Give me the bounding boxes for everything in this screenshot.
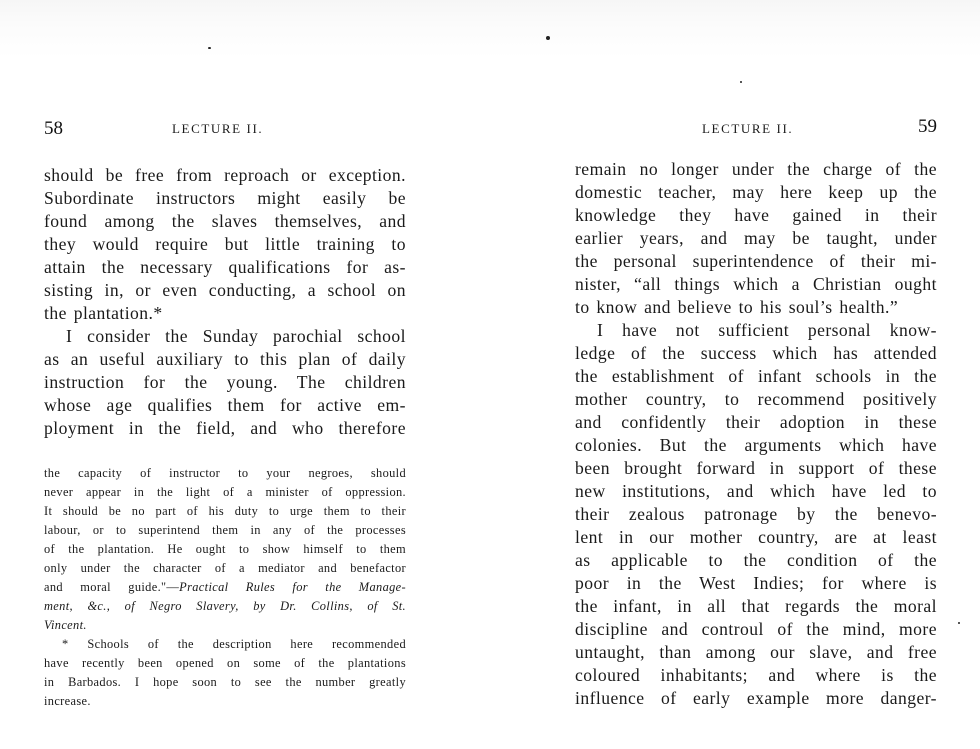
text-line: colonies. But the arguments which have xyxy=(575,435,937,455)
page-header xyxy=(575,118,937,144)
footnote-line xyxy=(44,578,406,597)
footnote-line: labour, or to superintend them in any of the processes xyxy=(44,523,406,537)
left-page xyxy=(44,118,406,711)
citation: Vincent. xyxy=(44,618,87,632)
text-line: earlier years, and may be taught, under xyxy=(575,228,937,248)
text-line: nister, “all things which a Christian ought xyxy=(575,274,937,294)
text-line: to know and believe to his soul’s health.” xyxy=(575,297,899,317)
text-line: new institutions, and which have led to xyxy=(575,481,937,501)
footnote-line: * Schools of the description here recommended xyxy=(62,637,406,651)
text-line: lent in our mother country, are at least xyxy=(575,527,937,547)
footnotes xyxy=(44,464,406,711)
scan-speck xyxy=(958,622,960,624)
footnote-line: have recently been opened on some of the plantations xyxy=(44,656,406,670)
running-head: LECTURE II. xyxy=(172,121,264,136)
text-line: the infant, in all that regards the moral xyxy=(575,596,937,616)
page-number: 58 xyxy=(44,118,63,139)
text-line: the personal superintendence of their mi- xyxy=(575,251,937,271)
text-line: whose age qualifies them for active em- xyxy=(44,395,406,415)
running-head: LECTURE II. xyxy=(702,121,794,136)
citation: Practical Rules for the Manage- xyxy=(179,580,406,594)
footnote-line: It should be no part of his duty to urge them to their xyxy=(44,504,406,518)
scan-speck xyxy=(546,36,550,40)
footnote-line: never appear in the light of a minister of oppression. xyxy=(44,485,406,499)
text-line: Subordinate instructors might easily be xyxy=(44,188,406,208)
body-text xyxy=(575,158,937,710)
text-line: I have not sufficient personal know- xyxy=(597,320,937,340)
citation: ment, &c., of Negro Slavery, by Dr. Collins, of St. xyxy=(44,599,406,613)
text-line: and confidently their adoption in these xyxy=(575,412,937,432)
text-line: domestic teacher, may here keep up the xyxy=(575,182,937,202)
scan-speck xyxy=(740,81,742,83)
footnote-quote-end: and moral guide."— xyxy=(44,580,180,594)
page-header xyxy=(44,118,406,144)
text-line: untaught, than among our slave, and free xyxy=(575,642,937,662)
text-line: ledge of the success which has attended xyxy=(575,343,937,363)
scan-speck xyxy=(208,47,211,49)
text-line: the plantation.* xyxy=(44,303,163,323)
text-line: I consider the Sunday parochial school xyxy=(66,326,406,346)
text-line: remain no longer under the charge of the xyxy=(575,159,937,179)
text-line: found among the slaves themselves, and xyxy=(44,211,406,231)
footnote-line: the capacity of instructor to your negroes, should xyxy=(44,466,406,480)
footnote-line xyxy=(44,597,406,616)
text-line: their zealous patronage by the benevo- xyxy=(575,504,937,524)
text-line: as an useful auxiliary to this plan of daily xyxy=(44,349,406,369)
text-line: they would require but little training to xyxy=(44,234,406,254)
text-line: mother country, to recommend positively xyxy=(575,389,937,409)
text-line: the establishment of infant schools in the xyxy=(575,366,937,386)
footnote-line: increase. xyxy=(44,694,91,708)
right-page xyxy=(575,118,937,710)
text-line: influence of early example more danger- xyxy=(575,688,937,708)
text-line: as applicable to the condition of the xyxy=(575,550,937,570)
text-line: ployment in the field, and who therefore xyxy=(44,418,406,438)
text-line: sisting in, or even conducting, a school on xyxy=(44,280,406,300)
footnote-line: of the plantation. He ought to show himself to them xyxy=(44,542,406,556)
text-line: should be free from reproach or exception. xyxy=(44,165,406,185)
page-number: 59 xyxy=(918,116,937,137)
text-line: been brought forward in support of these xyxy=(575,458,937,478)
text-line: knowledge they have gained in their xyxy=(575,205,937,225)
footnote-line: only under the character of a mediator and benefactor xyxy=(44,561,406,575)
body-text xyxy=(44,164,406,440)
text-line: attain the necessary qualifications for as- xyxy=(44,257,406,277)
footnote-line xyxy=(44,616,406,635)
text-line: instruction for the young. The children xyxy=(44,372,406,392)
text-line: poor in the West Indies; for where is xyxy=(575,573,937,593)
text-line: discipline and controul of the mind, more xyxy=(575,619,937,639)
scan-shadow xyxy=(0,0,980,58)
footnote-line: in Barbados. I hope soon to see the number greatly xyxy=(44,675,406,689)
text-line: coloured inhabitants; and where is the xyxy=(575,665,937,685)
